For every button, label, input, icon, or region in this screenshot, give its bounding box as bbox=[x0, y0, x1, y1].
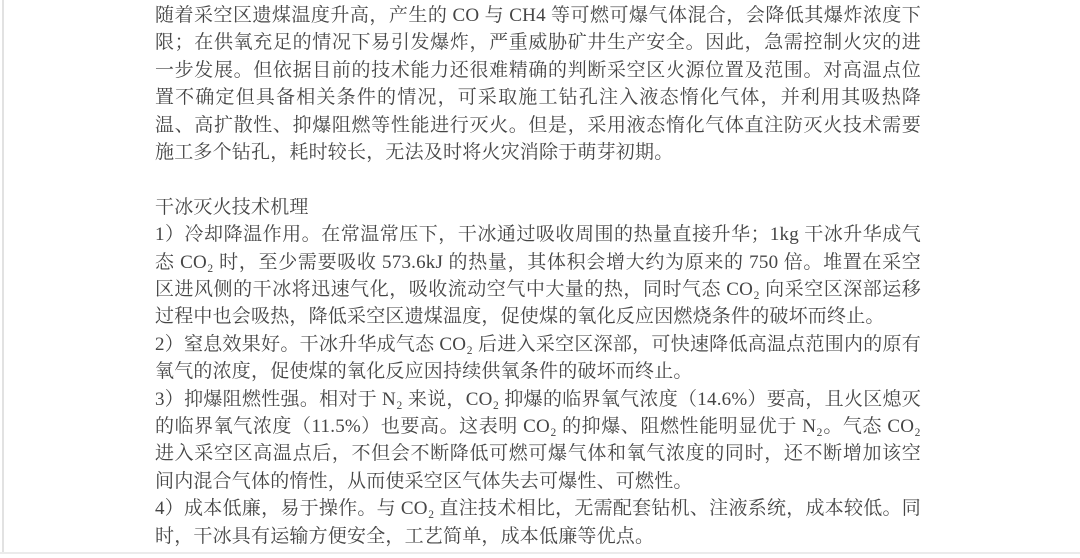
mechanism-item-cooling: 1）冷却降温作用。在常温常压下，干冰通过吸收周围的热量直接升华；1kg 干冰升华成气态 CO₂ 时，至少需要吸收 573.6kJ 的热量，其体积会增大约为原来的 750 倍。堆置在采空区进风侧的干冰将迅速气化，吸收流动空气中大量的热，同时气态 CO₂ 向采空区深部运移过程中也会吸热，降低采空区遗煤温度，促使煤的氧化反应因燃烧条件的破坏而终止。 bbox=[155, 224, 921, 328]
page-bottom-edge-line bbox=[0, 552, 1080, 554]
mechanism-item-low-cost: 4）成本低廉，易于操作。与 CO₂ 直注技术相比，无需配套钻机、注液系统，成本较低。同时，干冰具有运输方便安全，工艺简单，成本低廉等优点。 bbox=[155, 498, 921, 547]
mechanism-item-explosion-suppression: 3）抑爆阻燃性强。相对于 N₂ 来说，CO₂ 抑爆的临界氧气浓度（14.6%）要高，且火区熄灭的临界氧气浓度（11.5%）也要高。这表明 CO₂ 的抑爆、阻燃性能明显优于 N₂。气态 CO₂ 进入采空区高温点后，不但会不断降低可燃可爆气体和氧气浓度的同时，还不断增加该空间内混合气体的惰性，从而使采空区气体失去可爆性、可燃性。 bbox=[155, 388, 921, 492]
document-content bbox=[155, 2, 921, 550]
intro-paragraph: 随着采空区遗煤温度升高，产生的 CO 与 CH4 等可燃可爆气体混合，会降低其爆炸浓度下限；在供氧充足的情况下易引发爆炸，严重威胁矿井生产安全。因此，急需控制火灾的进一步发展。但依据目前的技术能力还很难精确的判断采空区火源位置及范围。对高温点位置不确定但具备相关条件的情况，可采取施工钻孔注入液态惰化气体，并利用其吸热降温、高扩散性、抑爆阻燃等性能进行灭火。但是，采用液态惰化气体直注防灭火技术需要施工多个钻孔，耗时较长，无法及时将火灾消除于萌芽初期。 bbox=[155, 5, 921, 164]
mechanism-item-suffocation: 2）窒息效果好。干冰升华成气态 CO₂ 后进入采空区深部，可快速降低高温点范围内的原有氧气的浓度，促使煤的氧化反应因持续供氧条件的破坏而终止。 bbox=[155, 333, 921, 383]
page-left-edge-line bbox=[2, 0, 4, 554]
section-heading: 干冰灭火技术机理 bbox=[155, 196, 309, 218]
